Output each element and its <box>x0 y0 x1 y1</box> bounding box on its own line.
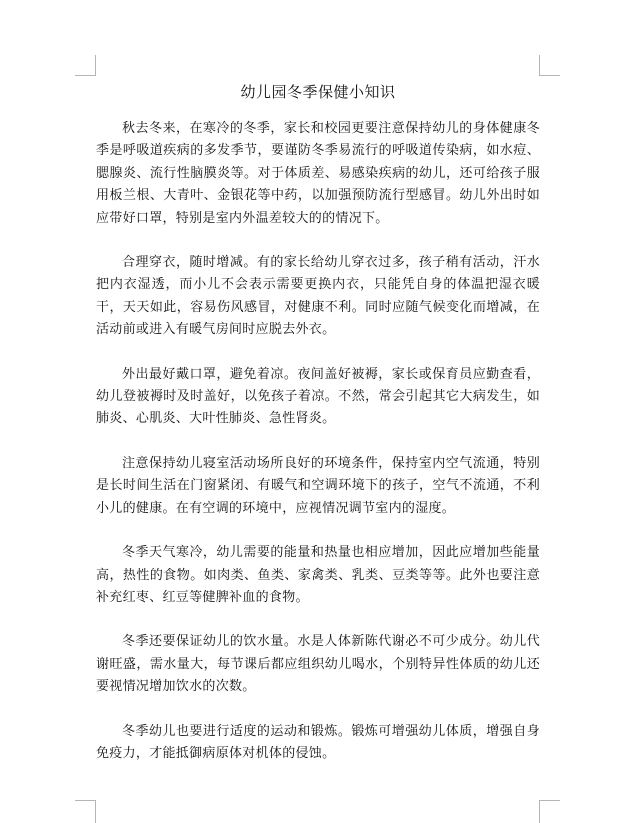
crop-mark-top-right <box>539 55 560 76</box>
paragraph-mask: 外出最好戴口罩，避免着凉。夜间盖好被褥，家长或保育员应勤查看，幼儿登被褥时及时盖好，以免孩子着凉。不然，常会引起其它大病发生，如肺炎、心肌炎、大叶性肺炎、急性肾炎。 <box>96 366 540 427</box>
paragraph-intro: 秋去冬来，在寒冷的冬季，家长和校园更要注意保持幼儿的身体健康冬季是呼吸道疾病的多发季节，要谨防冬季易流行的呼吸道传染病，如水痘、腮腺炎、流行性脑膜炎等。对于体质差、易感染疾病的幼儿，还可给孩子服用板兰根、大青叶、金银花等中药，以加强预防流行型感冒。幼儿外出时如应带好口罩，特别是室内外温差较大的的情况下。 <box>96 121 540 226</box>
document-body[interactable] <box>96 80 540 787</box>
paragraph-environment: 注意保持幼儿寝室活动场所良好的环境条件，保持室内空气流通，特别是长时间生活在门窗紧闭、有暖气和空调环境下的孩子，空气不流通，不利小儿的健康。在有空调的环境中，应视情况调节室内的湿度。 <box>96 455 540 516</box>
crop-mark-top-left <box>75 55 96 76</box>
paragraph-water: 冬季还要保证幼儿的饮水量。水是人体新陈代谢必不可少成分。幼儿代谢旺盛，需水量大，每节课后都应组织幼儿喝水，个别特异性体质的幼儿还要视情况增加饮水的次数。 <box>96 634 540 695</box>
paragraph-clothing: 合理穿衣，随时增减。有的家长给幼儿穿衣过多，孩子稍有活动，汗水把内衣湿透，而小儿不会表示需要更换内衣，只能凭自身的体温把湿衣暖干，天天如此，容易伤风感冒，对健康不利。同时应随气候变化而增减，在活动前或进入有暖气房间时应脱去外衣。 <box>96 255 540 338</box>
paragraph-exercise: 冬季幼儿也要进行适度的运动和锻炼。锻炼可增强幼儿体质，增强自身免疫力，才能抵御病原体对机体的侵蚀。 <box>96 723 540 761</box>
crop-mark-bottom-right <box>539 800 560 823</box>
crop-mark-bottom-left <box>75 800 96 823</box>
paragraph-diet: 冬季天气寒冷，幼儿需要的能量和热量也相应增加，因此应增加些能量高，热性的食物。如肉类、鱼类、家禽类、乳类、豆类等等。此外也要注意补充红枣、红豆等健脾补血的食物。 <box>96 545 540 605</box>
document-title: 幼儿园冬季保健小知识 <box>240 83 396 101</box>
